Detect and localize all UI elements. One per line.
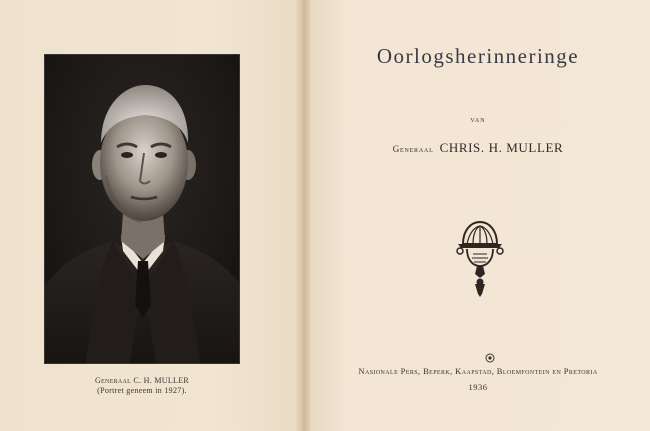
publication-year: 1936 bbox=[468, 382, 488, 392]
caption-note: (Portret geneem in 1927). bbox=[97, 386, 187, 395]
publisher-emblem-icon bbox=[485, 353, 495, 363]
book-title: Oorlogsherinneringe bbox=[376, 44, 580, 68]
publisher-text: Nasionale Pers, Beperk, Kaapstad, Bloemfontein en Pretoria bbox=[358, 366, 598, 376]
author-line bbox=[306, 140, 650, 156]
caption-name: Generaal C. H. MULLER bbox=[94, 376, 190, 385]
author-name: CHRIS. H. MULLER bbox=[439, 140, 564, 155]
by-line: van bbox=[470, 115, 486, 124]
portrait-illustration bbox=[45, 55, 240, 364]
ornament-emblem bbox=[455, 218, 505, 298]
portrait-photo bbox=[44, 54, 240, 364]
portrait-caption bbox=[44, 376, 240, 396]
publisher-line bbox=[306, 366, 650, 376]
author-rank: Generaal bbox=[392, 144, 434, 154]
